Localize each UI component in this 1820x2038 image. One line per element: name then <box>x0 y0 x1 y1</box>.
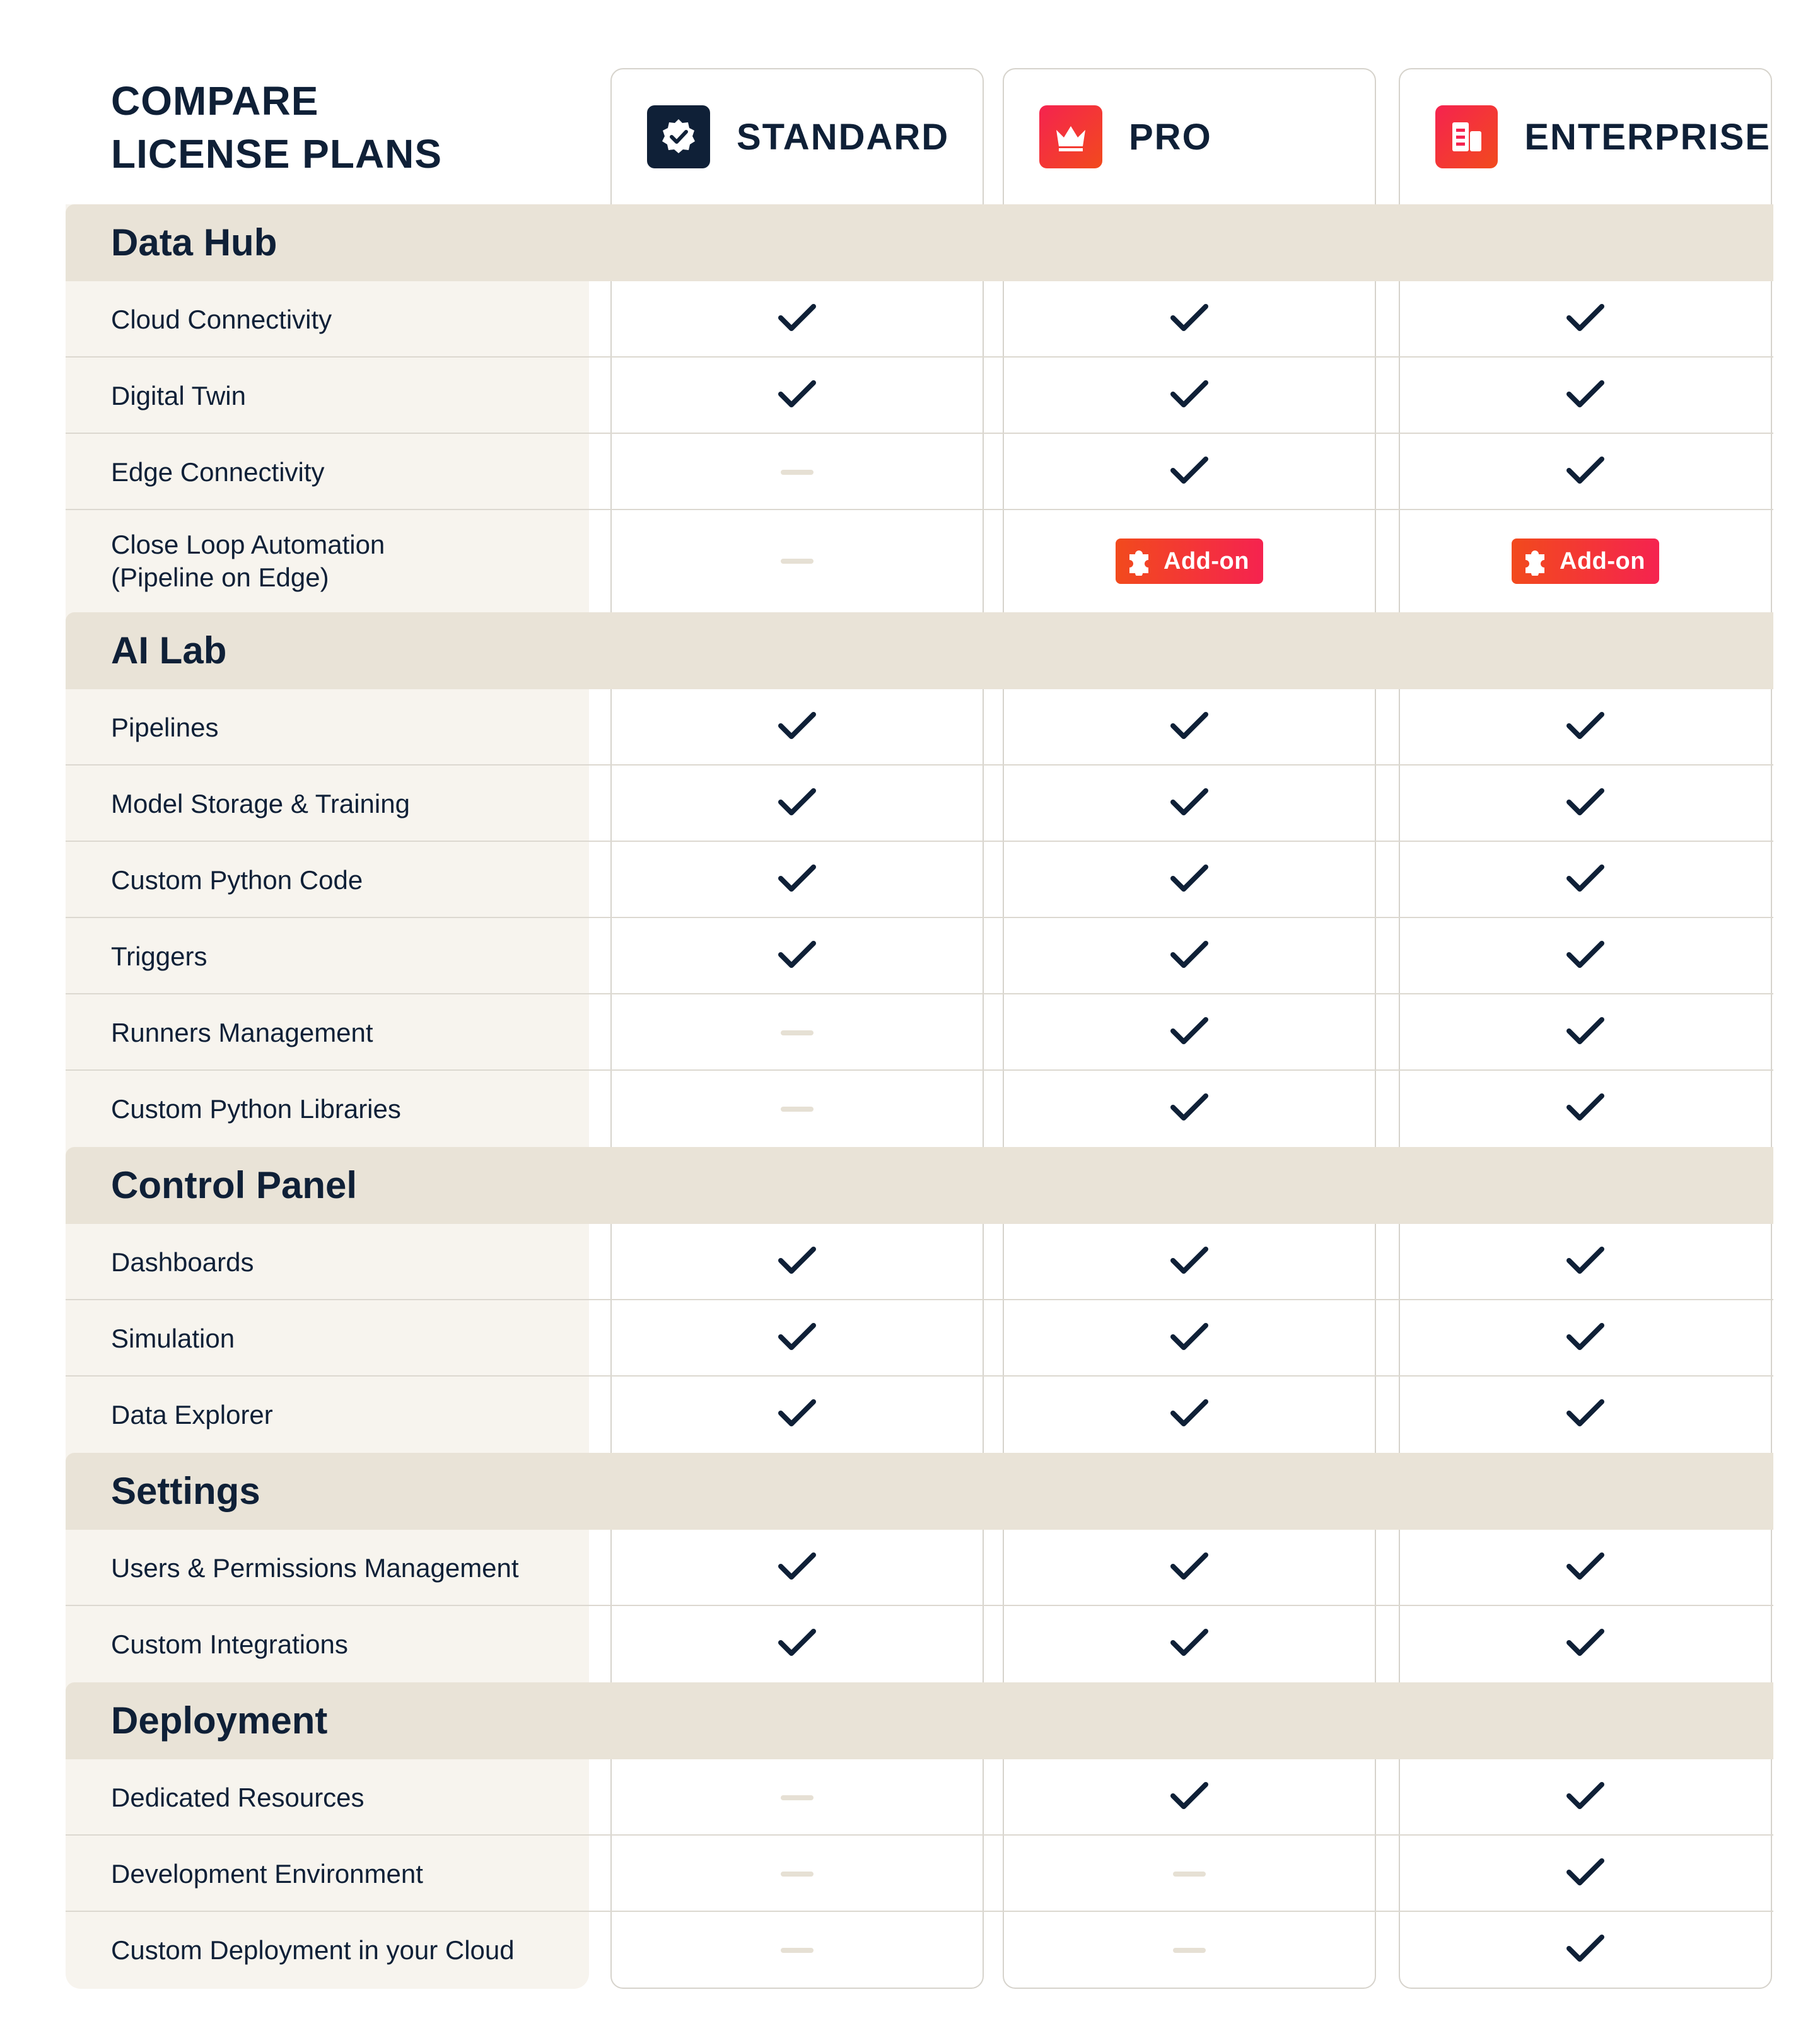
plan-name-standard: STANDARD <box>737 116 950 158</box>
plan-cell <box>1491 1606 1680 1682</box>
check-icon <box>1169 1091 1210 1127</box>
plan-cell <box>1095 1377 1284 1453</box>
check-icon <box>777 1397 817 1433</box>
plan-header-enterprise <box>1400 69 1771 204</box>
check-icon <box>777 786 817 822</box>
feature-row <box>66 842 1773 918</box>
check-icon <box>1565 1779 1606 1815</box>
feature-row <box>66 1836 1773 1912</box>
check-icon <box>777 1626 817 1662</box>
check-icon <box>777 938 817 974</box>
not-included-dash <box>781 1872 814 1877</box>
check-icon <box>1565 1015 1606 1051</box>
feature-row <box>66 510 1773 612</box>
check-icon <box>777 1550 817 1586</box>
section-title: Deployment <box>111 1699 328 1742</box>
feature-row <box>66 689 1773 766</box>
plan-cell <box>1095 358 1284 434</box>
check-icon <box>1169 786 1210 822</box>
plan-cell <box>703 358 892 434</box>
section-header <box>66 1682 1773 1759</box>
plan-cell <box>1095 1836 1284 1912</box>
feature-row <box>66 1759 1773 1836</box>
plan-cell <box>1491 1759 1680 1836</box>
check-icon <box>1565 938 1606 974</box>
check-icon <box>1565 1626 1606 1662</box>
plan-cell <box>703 842 892 918</box>
addon-label: Add-on <box>1164 547 1249 574</box>
plan-cell <box>1095 766 1284 842</box>
plan-cell <box>703 1912 892 1988</box>
feature-label: Custom Python Libraries <box>111 1093 401 1124</box>
plan-cell <box>703 918 892 994</box>
plan-cell <box>1491 1377 1680 1453</box>
addon-badge <box>1116 539 1263 584</box>
check-icon <box>1169 1244 1210 1280</box>
addon-badge <box>1512 539 1659 584</box>
check-icon <box>1169 938 1210 974</box>
check-icon <box>1565 1856 1606 1892</box>
feature-label: Close Loop Automation (Pipeline on Edge) <box>111 530 385 592</box>
not-included-dash <box>781 1030 814 1035</box>
not-included-dash <box>781 1107 814 1112</box>
check-icon <box>1565 1091 1606 1127</box>
feature-label: Users & Permissions Management <box>111 1552 519 1583</box>
check-icon <box>1169 1397 1210 1433</box>
feature-label: Development Environment <box>111 1858 423 1889</box>
section-title: Control Panel <box>111 1164 358 1206</box>
plan-cell <box>1095 994 1284 1071</box>
plan-cell <box>703 689 892 766</box>
plan-cell <box>703 1530 892 1606</box>
plan-cell <box>1095 918 1284 994</box>
plan-cell <box>1491 994 1680 1071</box>
feature-label: Pipelines <box>111 712 219 742</box>
check-icon <box>1169 454 1210 490</box>
feature-label: Dashboards <box>111 1247 254 1277</box>
plan-cell <box>1095 434 1284 510</box>
feature-label: Data Explorer <box>111 1399 273 1430</box>
plan-cell <box>1095 1606 1284 1682</box>
addon-label: Add-on <box>1560 547 1645 574</box>
plan-cell <box>703 994 892 1071</box>
check-icon <box>1565 454 1606 490</box>
feature-row <box>66 766 1773 842</box>
plan-cell <box>1491 1530 1680 1606</box>
section-title: Data Hub <box>111 221 277 264</box>
plan-cell <box>1491 1912 1680 1988</box>
page-title-line-1: COMPARE <box>111 78 319 124</box>
plan-cell <box>1095 1912 1284 1988</box>
feature-label: Custom Integrations <box>111 1629 348 1659</box>
feature-row <box>66 1224 1773 1300</box>
plan-cell <box>703 1836 892 1912</box>
check-icon <box>1169 1550 1210 1586</box>
plan-cell <box>703 1759 892 1836</box>
not-included-dash <box>781 470 814 475</box>
not-included-dash <box>781 559 814 564</box>
check-icon <box>1565 1244 1606 1280</box>
feature-row <box>66 1300 1773 1377</box>
feature-label: Dedicated Resources <box>111 1782 365 1812</box>
verified-badge-icon <box>647 105 710 168</box>
plan-cell <box>1095 689 1284 766</box>
feature-label: Custom Python Code <box>111 865 363 895</box>
plan-cell <box>703 434 892 510</box>
plan-cell <box>703 1224 892 1300</box>
plan-cell <box>703 1071 892 1147</box>
feature-label: Triggers <box>111 941 207 971</box>
check-icon <box>777 862 817 898</box>
plan-cell <box>1095 510 1284 612</box>
not-included-dash <box>781 1795 814 1800</box>
plan-cell <box>1491 842 1680 918</box>
plan-cell <box>703 1377 892 1453</box>
section-header <box>66 204 1773 281</box>
page-title <box>111 74 442 180</box>
plan-cell <box>1491 1836 1680 1912</box>
check-icon <box>1565 786 1606 822</box>
plan-cell <box>703 510 892 612</box>
plan-cell <box>1095 842 1284 918</box>
section-title: AI Lab <box>111 629 227 672</box>
plan-cell <box>1491 434 1680 510</box>
feature-label: Runners Management <box>111 1017 373 1047</box>
plan-cell <box>1491 1224 1680 1300</box>
comparison-table <box>66 204 1773 1988</box>
plan-cell <box>1491 358 1680 434</box>
plan-cell <box>1491 1071 1680 1147</box>
plan-cell <box>703 1606 892 1682</box>
feature-label: Model Storage & Training <box>111 788 410 818</box>
check-icon <box>777 709 817 745</box>
check-icon <box>1565 301 1606 337</box>
check-icon <box>777 1244 817 1280</box>
feature-row <box>66 918 1773 994</box>
feature-row <box>66 434 1773 510</box>
plan-cell <box>703 281 892 358</box>
check-icon <box>1169 301 1210 337</box>
feature-row <box>66 358 1773 434</box>
plan-cell <box>703 766 892 842</box>
check-icon <box>777 301 817 337</box>
plan-cell <box>1491 1300 1680 1377</box>
check-icon <box>777 1320 817 1356</box>
plan-cell <box>1491 918 1680 994</box>
plan-cell <box>1491 510 1680 612</box>
plan-cell <box>703 1300 892 1377</box>
plan-name-enterprise: ENTERPRISE <box>1524 116 1771 158</box>
feature-label: Digital Twin <box>111 380 246 411</box>
plan-cell <box>1095 281 1284 358</box>
check-icon <box>1169 862 1210 898</box>
check-icon <box>1565 1932 1606 1968</box>
page-title-line-2: LICENSE PLANS <box>111 131 443 177</box>
plan-cell <box>1491 281 1680 358</box>
feature-row <box>66 994 1773 1071</box>
plan-cell <box>1095 1300 1284 1377</box>
not-included-dash <box>1173 1872 1206 1877</box>
check-icon <box>1565 709 1606 745</box>
building-icon <box>1435 105 1498 168</box>
check-icon <box>1169 1320 1210 1356</box>
plan-cell <box>1491 766 1680 842</box>
check-icon <box>1169 1015 1210 1051</box>
check-icon <box>1565 1550 1606 1586</box>
feature-row <box>66 1606 1773 1682</box>
not-included-dash <box>1173 1948 1206 1953</box>
section-header <box>66 1147 1773 1224</box>
feature-row <box>66 1530 1773 1606</box>
plan-cell <box>1095 1530 1284 1606</box>
check-icon <box>1169 1626 1210 1662</box>
feature-label: Edge Connectivity <box>111 457 325 487</box>
plan-cell <box>1095 1071 1284 1147</box>
check-icon <box>1565 1320 1606 1356</box>
plan-header-standard <box>612 69 983 204</box>
check-icon <box>1169 709 1210 745</box>
plan-name-pro: PRO <box>1129 116 1212 158</box>
check-icon <box>1169 378 1210 414</box>
feature-label: Simulation <box>111 1323 235 1353</box>
section-header <box>66 1453 1773 1530</box>
feature-label: Cloud Connectivity <box>111 304 332 334</box>
not-included-dash <box>781 1948 814 1953</box>
feature-row <box>66 1071 1773 1147</box>
check-icon <box>1169 1779 1210 1815</box>
check-icon <box>1565 378 1606 414</box>
plan-cell <box>1491 689 1680 766</box>
section-header <box>66 612 1773 689</box>
plan-header-pro <box>1004 69 1375 204</box>
check-icon <box>1565 1397 1606 1433</box>
check-icon <box>777 378 817 414</box>
check-icon <box>1565 862 1606 898</box>
puzzle-icon <box>1522 547 1551 576</box>
feature-row <box>66 1377 1773 1453</box>
puzzle-icon <box>1126 547 1155 576</box>
plan-cell <box>1095 1224 1284 1300</box>
feature-row <box>66 1912 1773 1988</box>
section-title: Settings <box>111 1470 260 1512</box>
crown-icon <box>1039 105 1102 168</box>
plan-cell <box>1095 1759 1284 1836</box>
feature-label: Custom Deployment in your Cloud <box>111 1935 515 1965</box>
feature-row <box>66 281 1773 358</box>
